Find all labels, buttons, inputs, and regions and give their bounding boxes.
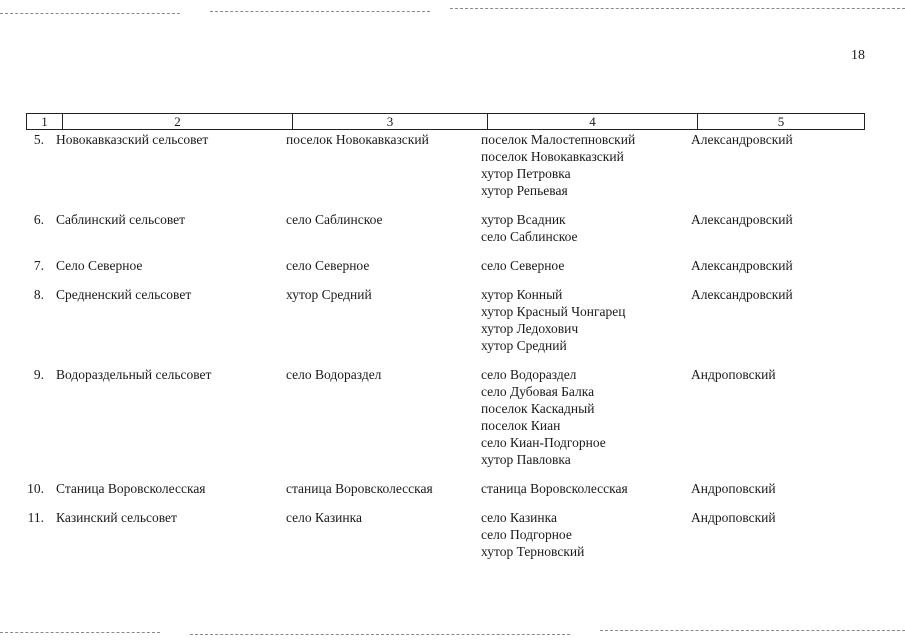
settlement-item: хутор Всадник [481,212,566,227]
settlements-list [481,257,691,274]
row-number: 10. [27,481,44,496]
settlement-item: хутор Петровка [481,166,571,181]
row-number: 8. [33,287,44,302]
settlement-item: поселок Каскадный [481,401,595,416]
settlement-item: село Северное [481,258,565,273]
municipality-name: Станица Воровсколесская [56,481,206,496]
administrative-center: село Казинка [286,510,362,525]
settlement-item: село Подгорное [481,527,572,542]
settlement-item: село Казинка [481,510,557,525]
table-row [26,257,866,274]
settlement-item: поселок Киан [481,418,561,433]
table-row [26,366,866,468]
district-name: Александровский [691,212,793,227]
scan-line-bottom [600,630,905,631]
column-header-1: 1 [41,114,48,129]
row-number: 7. [33,258,44,273]
table-row [26,480,866,497]
administrative-center: поселок Новокавказский [286,132,429,147]
column-header-row [27,114,865,130]
district-name: Александровский [691,258,793,273]
scan-line-bottom [0,632,160,633]
settlement-item: хутор Ледохович [481,321,579,336]
settlements-list [481,480,691,497]
settlement-item: хутор Терновский [481,544,585,559]
municipality-name: Новокавказский сельсовет [56,132,209,147]
scan-line-top [0,13,180,14]
table-row [26,286,866,354]
row-number: 11. [27,510,44,525]
settlement-item: хутор Красный Чонгарец [481,304,626,319]
column-header-2: 2 [63,114,293,130]
table-row [26,509,866,560]
district-name: Андроповский [691,510,776,525]
municipality-name: Водораздельный сельсовет [56,367,212,382]
table-row [26,211,866,245]
scan-line-top [210,11,430,12]
settlement-item: хутор Конный [481,287,563,302]
administrative-center: село Водораздел [286,367,382,382]
column-header-5: 5 [698,114,865,130]
district-name: Александровский [691,132,793,147]
scan-line-top [450,8,905,9]
settlements-list [481,286,691,354]
administrative-center: село Саблинское [286,212,383,227]
table-row [26,131,866,199]
municipality-name: Саблинский сельсовет [56,212,186,227]
district-name: Андроповский [691,481,776,496]
settlement-item: село Саблинское [481,229,578,244]
settlement-item: село Киан-Подгорное [481,435,606,450]
settlement-item: поселок Новокавказский [481,149,624,164]
column-header-3: 3 [293,114,488,130]
settlement-item: хутор Репьевая [481,183,568,198]
settlements-list [481,131,691,199]
row-number: 6. [33,212,44,227]
settlement-item: станица Воровсколесская [481,481,628,496]
settlements-list [481,509,691,560]
municipality-name: Село Северное [56,258,143,273]
municipality-name: Казинский сельсовет [56,510,177,525]
district-name: Александровский [691,287,793,302]
row-number: 9. [33,367,44,382]
settlement-item: поселок Малостепновский [481,132,636,147]
district-name: Андроповский [691,367,776,382]
administrative-center: село Северное [286,258,370,273]
settlement-item: село Водораздел [481,367,577,382]
scan-line-bottom [190,634,570,635]
row-number: 5. [33,132,44,147]
table-body [26,131,866,572]
settlement-item: хутор Средний [481,338,567,353]
settlement-item: хутор Павловка [481,452,571,467]
municipality-name: Средненский сельсовет [56,287,192,302]
page-number: 18 [851,48,865,63]
column-header-table [26,113,865,130]
settlements-list [481,366,691,468]
administrative-center: станица Воровсколесская [286,481,433,496]
settlements-list [481,211,691,245]
column-header-4: 4 [488,114,698,130]
administrative-center: хутор Средний [286,287,372,302]
settlement-item: село Дубовая Балка [481,384,595,399]
